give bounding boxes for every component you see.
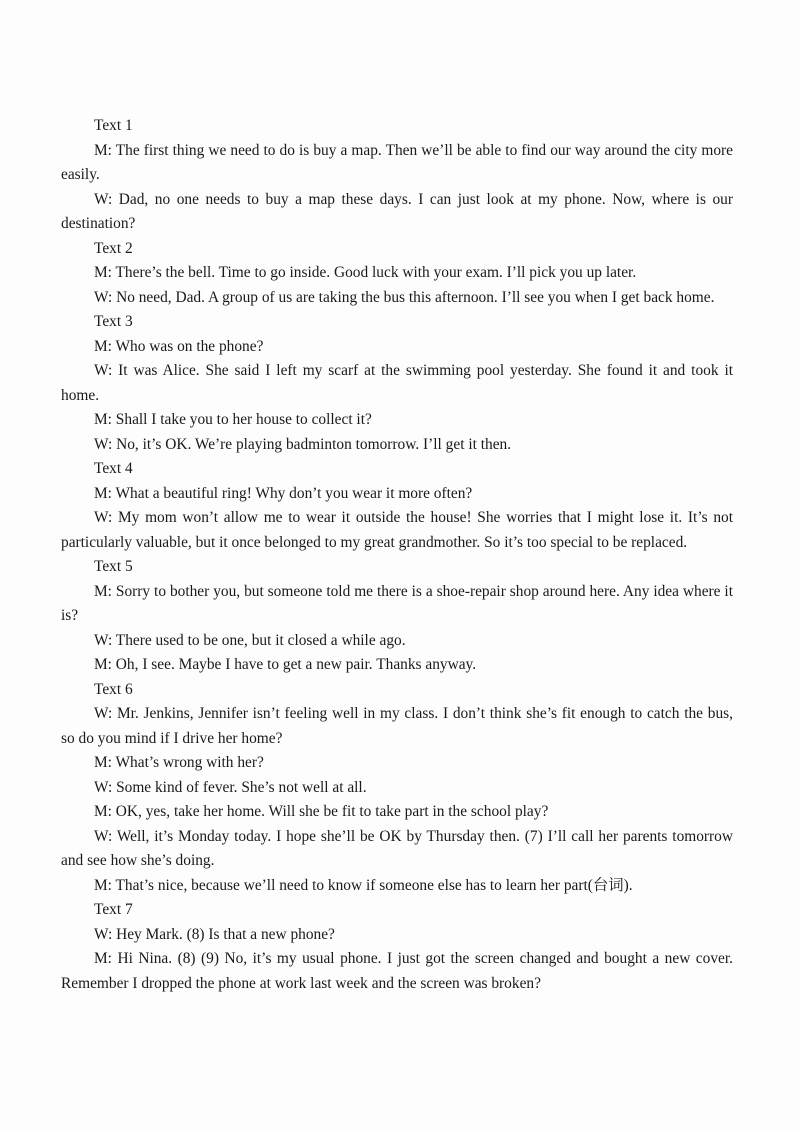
dialogue-line: W: It was Alice. She said I left my scarf at the swimming pool yesterday. She found it and took it home. xyxy=(61,362,733,404)
dialogue-line: M: There’s the bell. Time to go inside. Good luck with your exam. I’ll pick you up later. xyxy=(94,264,637,281)
dialogue-line: W: There used to be one, but it closed a while ago. xyxy=(94,631,406,649)
dialogue-line: W: My mom won’t allow me to wear it outside the house! She worries that I might lose it. It’s not particularly valuable, but it once belonged to my great grandmother. So it’s too special to be replaced. xyxy=(61,509,733,551)
text-heading: Text 4 xyxy=(94,460,133,477)
text-heading: Text 1 xyxy=(94,117,133,134)
text-heading: Text 6 xyxy=(94,680,133,698)
transcript-body xyxy=(61,114,733,996)
dialogue-line: W: Mr. Jenkins, Jennifer isn’t feeling well in my class. I don’t think she’s fit enough to catch the bus, so do you mind if I drive her home? xyxy=(61,705,733,747)
dialogue-line: M: Hi Nina. (8) (9) No, it’s my usual phone. I just got the screen changed and bought a new cover. Remember I dropped the phone at work last week and the screen was broken? xyxy=(61,950,733,992)
dialogue-line: W: No need, Dad. A group of us are taking the bus this afternoon. I’ll see you when I get back home. xyxy=(94,288,715,306)
dialogue-line: W: Well, it’s Monday today. I hope she’ll be OK by Thursday then. (7) I’ll call her parents tomorrow and see how she’s doing. xyxy=(61,827,733,869)
text-heading: Text 3 xyxy=(94,313,133,330)
dialogue-line: M: The first thing we need to do is buy a map. Then we’ll be able to find our way around the city more easily. xyxy=(61,141,733,183)
dialogue-line: M: That’s nice, because we’ll need to know if someone else has to learn her part(台词). xyxy=(94,876,633,894)
text-heading: Text 7 xyxy=(94,901,133,918)
dialogue-line: W: No, it’s OK. We’re playing badminton tomorrow. I’ll get it then. xyxy=(94,435,512,453)
text-heading: Text 5 xyxy=(94,558,133,575)
dialogue-line: M: Sorry to bother you, but someone told me there is a shoe-repair shop around here. Any idea where it is? xyxy=(61,582,733,624)
dialogue-line: M: Oh, I see. Maybe I have to get a new pair. Thanks anyway. xyxy=(94,656,477,673)
dialogue-line: W: Dad, no one needs to buy a map these days. I can just look at my phone. Now, where is our destination? xyxy=(61,190,733,232)
dialogue-line: M: Shall I take you to her house to collect it? xyxy=(94,411,372,428)
dialogue-line: M: What’s wrong with her? xyxy=(94,754,264,771)
dialogue-line: M: What a beautiful ring! Why don’t you wear it more often? xyxy=(94,484,473,502)
text-heading: Text 2 xyxy=(94,239,133,257)
dialogue-line: M: OK, yes, take her home. Will she be fit to take part in the school play? xyxy=(94,803,549,820)
dialogue-line: W: Hey Mark. (8) Is that a new phone? xyxy=(94,925,335,943)
dialogue-line: M: Who was on the phone? xyxy=(94,337,264,355)
dialogue-line: W: Some kind of fever. She’s not well at all. xyxy=(94,778,367,796)
